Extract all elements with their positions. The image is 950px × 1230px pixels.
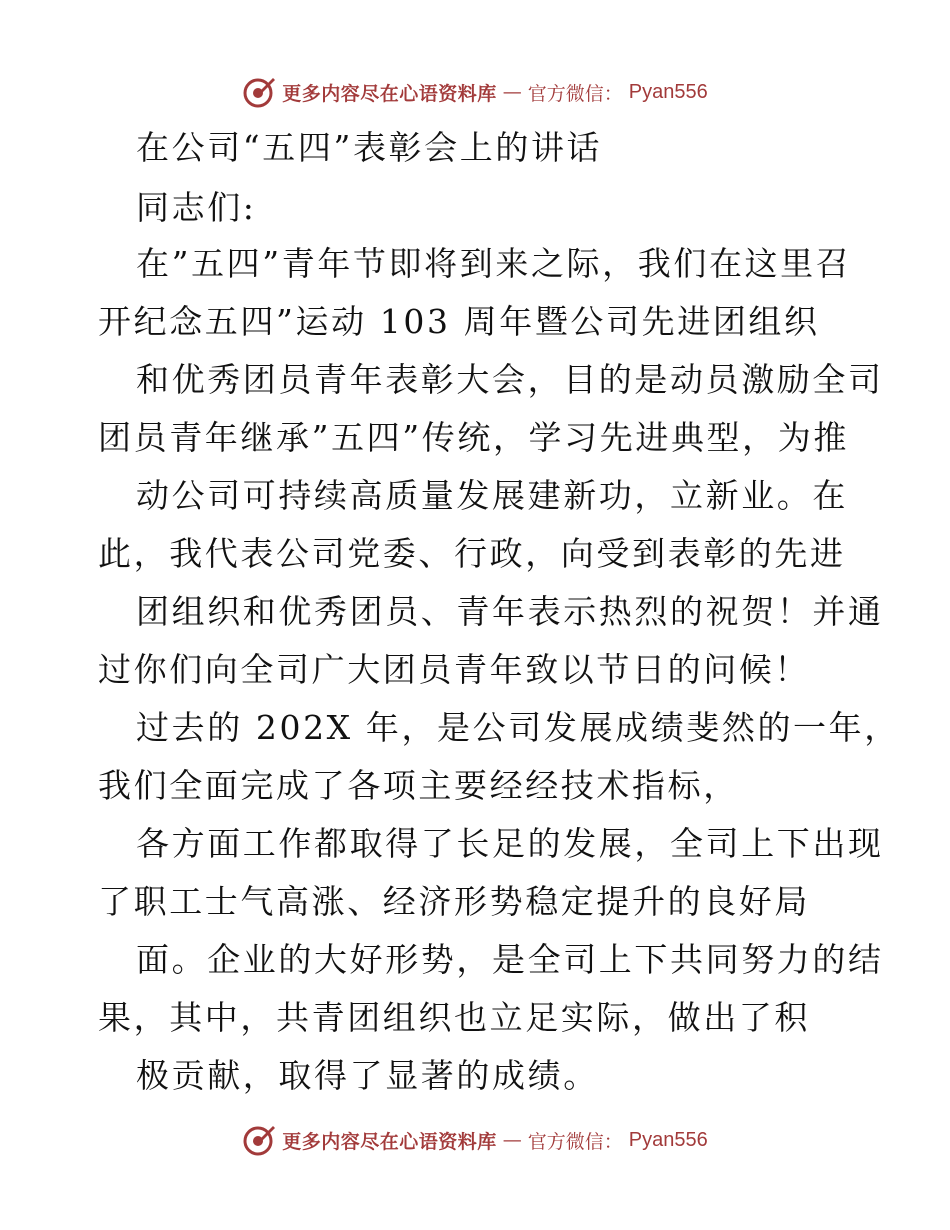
watermark-official-label: 官方微信： bbox=[527, 82, 623, 105]
paragraph-line: 此，我代表公司党委、行政，向受到表彰的先进 bbox=[98, 534, 846, 573]
salutation: 同志们: bbox=[136, 188, 257, 227]
watermark-site-text: 更多内容尽在心语资料库 bbox=[282, 82, 497, 105]
paragraph-line: 团员青年继承”五四”传统，学习先进典型，为推 bbox=[98, 418, 849, 457]
quill-logo-icon bbox=[242, 75, 276, 109]
paragraph-line: 了职工士气高涨、经济形势稳定提升的良好局 bbox=[98, 882, 810, 921]
paragraph-line: 过去的 202X 年，是公司发展成绩斐然的一年， bbox=[136, 708, 900, 747]
watermark-wechat-id: Pyan556 bbox=[628, 80, 708, 103]
watermark-official-label: 官方微信： bbox=[527, 1130, 623, 1153]
paragraph-line: 极贡献，取得了显著的成绩。 bbox=[136, 1056, 599, 1095]
paragraph-line: 过你们向全司广大团员青年致以节日的问候！ bbox=[98, 650, 810, 689]
paragraph-line: 我们全面完成了各项主要经经技术指标， bbox=[98, 766, 739, 805]
paragraph-line: 果，其中，共青团组织也立足实际，做出了积 bbox=[98, 998, 810, 1037]
watermark-footer bbox=[0, 1120, 950, 1160]
paragraph-line: 和优秀团员青年表彰大会，目的是动员激励全司 bbox=[136, 360, 884, 399]
document-title: 在公司“五四”表彰会上的讲话 bbox=[136, 128, 603, 167]
watermark-site-text: 更多内容尽在心语资料库 bbox=[282, 1130, 497, 1153]
quill-logo-icon bbox=[242, 1123, 276, 1157]
watermark-header bbox=[0, 72, 950, 112]
paragraph-line: 面。企业的大好形势，是全司上下共同努力的结 bbox=[136, 940, 884, 979]
watermark-dash: — bbox=[502, 1129, 522, 1151]
paragraph-line: 在”五四”青年节即将到来之际，我们在这里召 bbox=[136, 244, 852, 283]
paragraph-line: 开纪念五四”运动 103 周年暨公司先进团组织 bbox=[98, 302, 820, 341]
watermark-dash: — bbox=[502, 81, 522, 103]
paragraph-line: 各方面工作都取得了长足的发展，全司上下出现 bbox=[136, 824, 884, 863]
watermark-wechat-id: Pyan556 bbox=[628, 1128, 708, 1151]
paragraph-line: 动公司可持续高质量发展建新功，立新业。在 bbox=[136, 476, 848, 515]
paragraph-line: 团组织和优秀团员、青年表示热烈的祝贺！并通 bbox=[136, 592, 884, 631]
